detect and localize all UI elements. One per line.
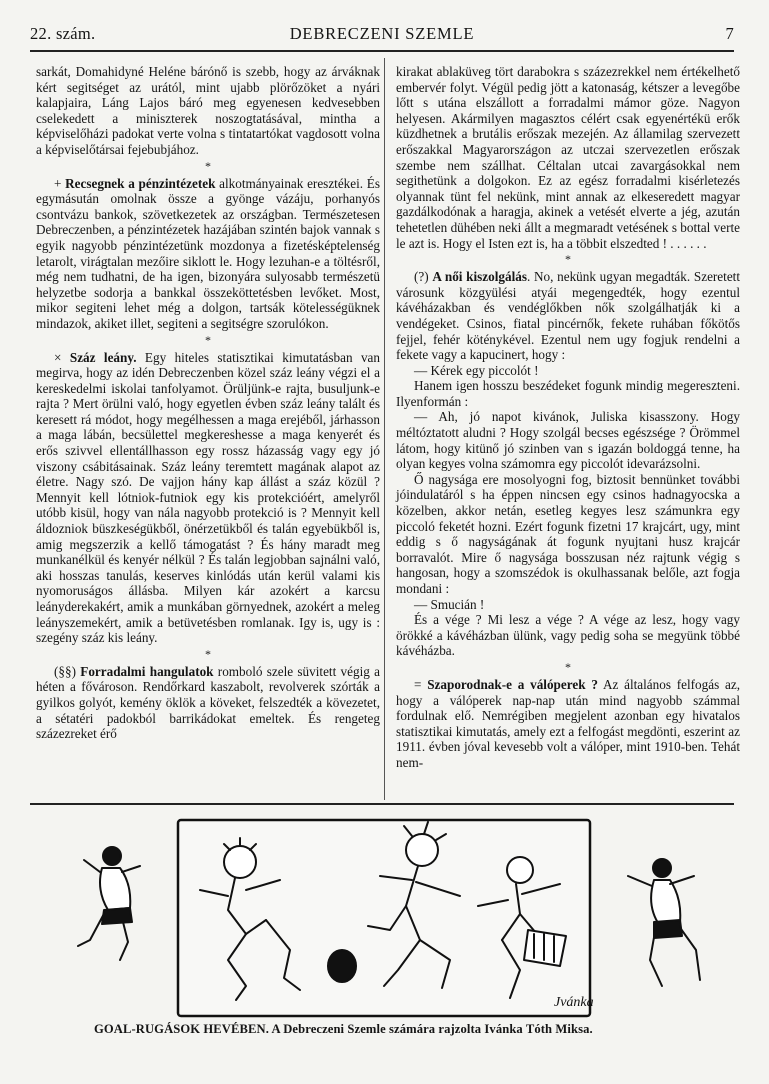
dialogue-paragraph: — Smucián ! xyxy=(414,596,485,612)
article-title: Szaporodnak-e a válóperek ? xyxy=(427,676,598,692)
journal-title: DEBRECZENI SZEMLE xyxy=(289,24,475,43)
dialogue-paragraph: Hanem igen hosszu beszédeket fogunk mindig megereszteni. Ilyenformán : xyxy=(396,378,740,409)
section-separator-star: * xyxy=(205,332,211,347)
article-body: . No, nekünk ugyan megadták. Szeretett városunk közgyülési atyái megengedték, hogy ezentul kávéházakban és vendéglőkben nők szolgálhatják ki a vendégeket. Csinos, fiatal pincérnők, fekete ruhában főkötős fejjel, fehér köténykével. Ezentul nem ugy fogjuk rendelni a fekete vagy a kapucinert, hogy : xyxy=(396,269,741,363)
article-body: romboló szele süvitett végig a héten a fővároson. Rendőrkard kaszabolt, revolverek szórták a gyilkos golyót, kemény öklök a köveket, felszedték a kövezetet, a sétatéri padokból barrikádokat emeltek. És rengeteg százezreket érő xyxy=(36,663,380,742)
article-paragraph xyxy=(396,269,740,363)
article-title: Száz leány. xyxy=(69,349,137,365)
dialogue-paragraph: — Kérek egy piccolót ! xyxy=(414,362,539,378)
continued-paragraph: sarkát, Domahidyné Heléne bárónő is szebb, hogy az árváknak kért segitséget az urától, mint ujabb plörőzöket a nyári kalapjaira, Láng Lajos báró meg egyenesen kedvesebben cselekedett a miniszterek noszogtatásával, mintha a képviselőházi padokat verte volna s tintatartókat vagdosott volna a képviselőtársai fejebubjához. xyxy=(36,64,380,157)
dialogue-paragraph: — Ah, jó napot kivánok, Juliska kisasszony. Hogy méltóztatott aludni ? Hogy szolgál becses egészsége ? Örömmel látom, hogy kitünő jó szinben van s igazán boldoggá tenne, ha olyan kegyes volna számomra egy piccolót idevarázsolni. xyxy=(396,409,740,472)
article-title: Recsegnek a pénzintézetek xyxy=(65,175,216,191)
article-body: Egy hiteles statisztikai kimutatásban van megirva, hogy az idén Debreczenben közel száz leány végzi el a kereskedelmi iskolai tanfolyamot. Örüljünk-e rajta, busuljunk-e rajta ? Mert örülni való, hogy egyetlen évben száz leány talált és keresett rá módot, hogy megélhessen a maga erejéből, járhasson a maga lábán, becsülettel megkereshesse a maga kenyerét és erős szivvel ellentállhasson egy rossz házasság vagy egy jó viszony csábitásainak. Száz leány teremtett magának alapot az életre. Nagy szó. De vajjon hány kap állást a száz közül ? Mennyit kell lótniok-futniok egy kis protekcióért, amelyről utóbb kisül, hogy van nála nagyobb protekció is ? Mennyit kell áldozniok büszkeségükből, önérzetükből és talán egyebükből is, amig megszerzik a kellő támogatást ? És hány maradt meg munkanélkül és kenyér nélkül ? És talán legjobban sajnálni való, aki hosszas tanulás, keserves kinlódás után kerül valami kis nyomoruságos állásba. Milyen kár azokért a karcsu leányderekakért, amik a munkában görnyednek, azokért a meleg leányszemekért, amik a betüvetésben romlanak. Igy is, ugy is : szegény száz kis leány. xyxy=(36,349,380,646)
article-marker: × xyxy=(54,349,70,365)
article-title: A női kiszolgálás xyxy=(432,269,527,285)
section-separator-star: * xyxy=(565,252,571,267)
article-paragraph xyxy=(36,664,380,742)
page-number: 7 xyxy=(725,24,734,43)
dialogue-paragraph: És a vége ? Mi lesz a vége ? A vége az lesz, hogy vagy örökké a kávéházban ülünk, vagy pedig soha se megyünk többé kávéházba. xyxy=(396,612,740,659)
section-separator-star: * xyxy=(565,659,571,674)
cartoon-top-rule xyxy=(30,803,734,805)
left-player-figure xyxy=(78,847,140,960)
right-player-figure xyxy=(628,859,700,986)
article-body: alkotmányainak eresztékei. És egymásután omolnak össze a gyönge vázáju, porhanyós csontvázu bankok, szövetkezetek az országban. Természetesen Debreczenben, a pénzintézetek hazájában szintén bajok vannak s egyik nagyobb pénzintézetünk mozdonya a fizetésképtelenség letarolt, virágtalan mezőire siklott le. Hogy lezuhan-e a töltésről, még nem tudhatni, de ha igen, bizonyára sulyosabb természetü helyzetbe sodorja a bankkal összeköttetésben levőket. Most, mikor segiteni lehet még a dolgon, tartsák kötelességüknek mindazok, akiket illet, segiteni a segitségre szorulókon. xyxy=(36,175,380,331)
section-separator-star: * xyxy=(205,158,211,173)
issue-number: 22. szám. xyxy=(30,24,96,43)
dialogue-paragraph: Ő nagysága ere mosolyogni fog, biztosit bennünket további jóindulatáról s ha éppen nincsen egy csinos hadnagyocska a közelben, akkor netán, esetleg kegyes lesz számunkra egy piccoló feketét hozni. Ezért fogunk fizetni 17 krajcárt, ugy, mint eddig s ő nagyságának át fogunk nyujtani husz krajcár borravalót. Mire ő nagysága bosszusan néz rajtunk végig s hangosan, hogy a szomszédok is okulhassanak belőle, azt fogja mondani : xyxy=(396,471,740,596)
article-marker: (§§) xyxy=(54,663,81,679)
left-column xyxy=(36,64,380,742)
football-cartoon xyxy=(50,810,720,1022)
right-column xyxy=(396,64,740,771)
section-separator-star: * xyxy=(205,646,211,661)
article-marker: (?) xyxy=(414,269,433,285)
continued-paragraph: kirakat ablaküveg tört darabokra s százezrekkel nem értékelhető embervér folyt. Végül pedig jött a katonaság, kétszer a levegőbe lőtt s utána elszállott a forradalmi mámor göze. Nagyon helyesen. Akármilyen magasztos célért csak egyenértékü erők küzdhetnek a brutális erőszak mezején. Az államilag szervezett erőszakkal Magyarországon az utczai szervezetlen erőszak szembe nem szállhat. Céltalan utcai zavargásokkal nem segithetünk a dolgokon. Ez az egész forradalmi kisérletezés olyannak tünt fel nekünk, mint annak az elkeseredett magyar gazdálkodónak a haragja, akinek a vetését elverte a jég, azután tehetetlen dühében neki állt a megmaradt vetésének s bottal verte le azt is. Hogy el Isten ezt is, ha a többit elszedted ! . . . . . . xyxy=(396,64,740,251)
cartoon-caption: GOAL-RUGÁSOK HEVÉBEN. A Debreczeni Szemle számára rajzolta Ivánka Tóth Miksa. xyxy=(94,1022,593,1036)
article-title: Forradalmi hangulatok xyxy=(80,663,214,679)
article-paragraph xyxy=(36,350,380,646)
page-header xyxy=(30,24,734,46)
header-rule xyxy=(30,50,734,52)
article-marker: + xyxy=(54,175,66,191)
column-divider xyxy=(384,58,385,800)
article-body: Az általános felfogás az, hogy a válóperek nap-nap után mind nagyobb számmal fordulnak elő. Nemrégiben megjelent azonban egy hivatalos statisztikai kimutatás, amely ezt a felfogást megdönti, eszerint az 1911. évben jóval kevesebb volt a válóper, mint 1910-ben. Tehát nem- xyxy=(396,676,741,770)
article-marker: = xyxy=(414,676,428,692)
article-paragraph xyxy=(396,677,740,771)
cartoon-signature: Jvánka xyxy=(554,995,594,1010)
article-paragraph xyxy=(36,176,380,332)
